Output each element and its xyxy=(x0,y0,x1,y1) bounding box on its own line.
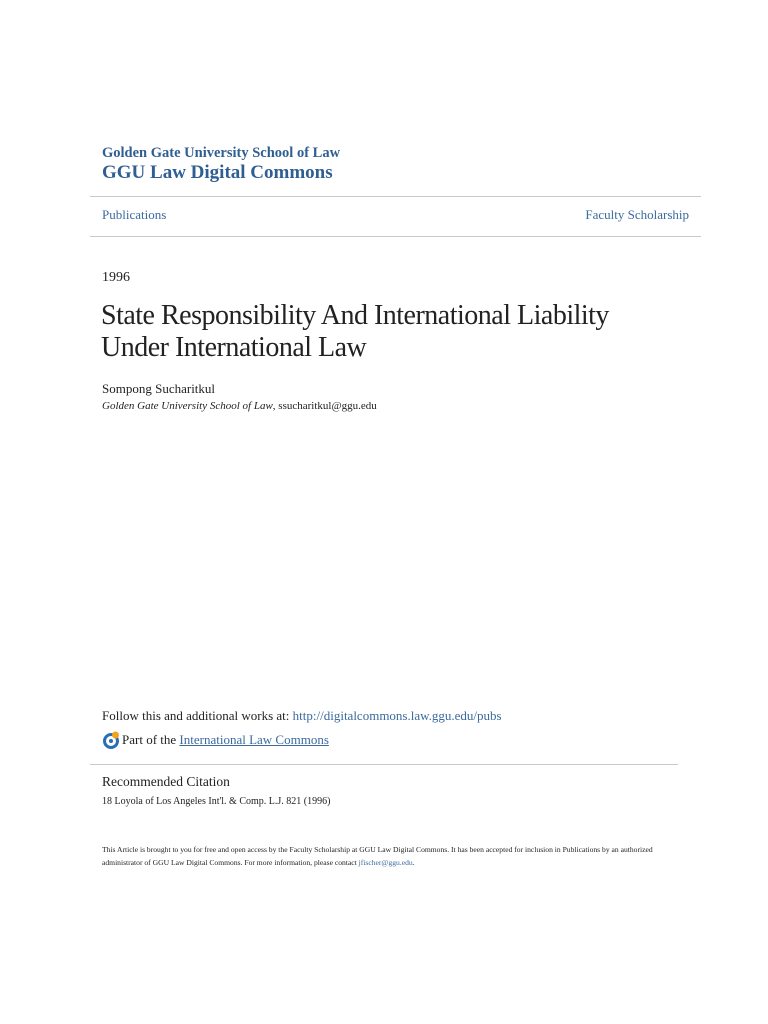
citation-divider xyxy=(90,764,678,765)
article-title-line-2: Under International Law xyxy=(101,332,367,363)
header-divider xyxy=(90,196,701,197)
affiliation-email: , ssucharitkul@ggu.edu xyxy=(272,400,377,412)
repository-header xyxy=(102,145,340,184)
recommended-citation-heading: Recommended Citation xyxy=(102,774,230,789)
international-law-commons-link[interactable]: International Law Commons xyxy=(179,732,329,747)
faculty-scholarship-link[interactable]: Faculty Scholarship xyxy=(585,207,689,222)
article-title-line-1: State Responsibility And International Liability xyxy=(101,300,609,331)
part-of-line xyxy=(102,731,329,749)
access-notice xyxy=(102,843,672,869)
author-name: Sompong Sucharitkul xyxy=(102,381,216,396)
institution-name[interactable]: Golden Gate University School of Law xyxy=(102,145,341,161)
repository-name[interactable]: GGU Law Digital Commons xyxy=(102,162,333,183)
access-notice-text: This Article is brought to you for free and open access by the Faculty Scholarship at GGU Law Digital Commons. It has been accepted for inclusion in Publications by an authorized administrator of GGU Law Digital Commons. For more information, please contact xyxy=(102,845,653,867)
publications-link[interactable]: Publications xyxy=(102,207,167,222)
network-commons-icon xyxy=(102,731,120,749)
follow-prefix: Follow this and additional works at: xyxy=(102,708,293,723)
follow-url-link[interactable]: http://digitalcommons.law.ggu.edu/pubs xyxy=(292,708,502,723)
follow-line xyxy=(102,708,502,724)
contact-email-link[interactable]: jfischer@ggu.edu xyxy=(358,858,413,867)
article-title xyxy=(101,300,701,364)
access-notice-end: . xyxy=(412,858,415,867)
affiliation-school: Golden Gate University School of Law xyxy=(102,400,273,412)
part-of-prefix: Part of the xyxy=(122,732,177,747)
author-affiliation xyxy=(102,400,377,412)
nav-divider xyxy=(90,236,701,237)
citation-text: 18 Loyola of Los Angeles Int'l. & Comp. L.J. 821 (1996) xyxy=(102,796,331,807)
publication-year: 1996 xyxy=(102,270,130,285)
